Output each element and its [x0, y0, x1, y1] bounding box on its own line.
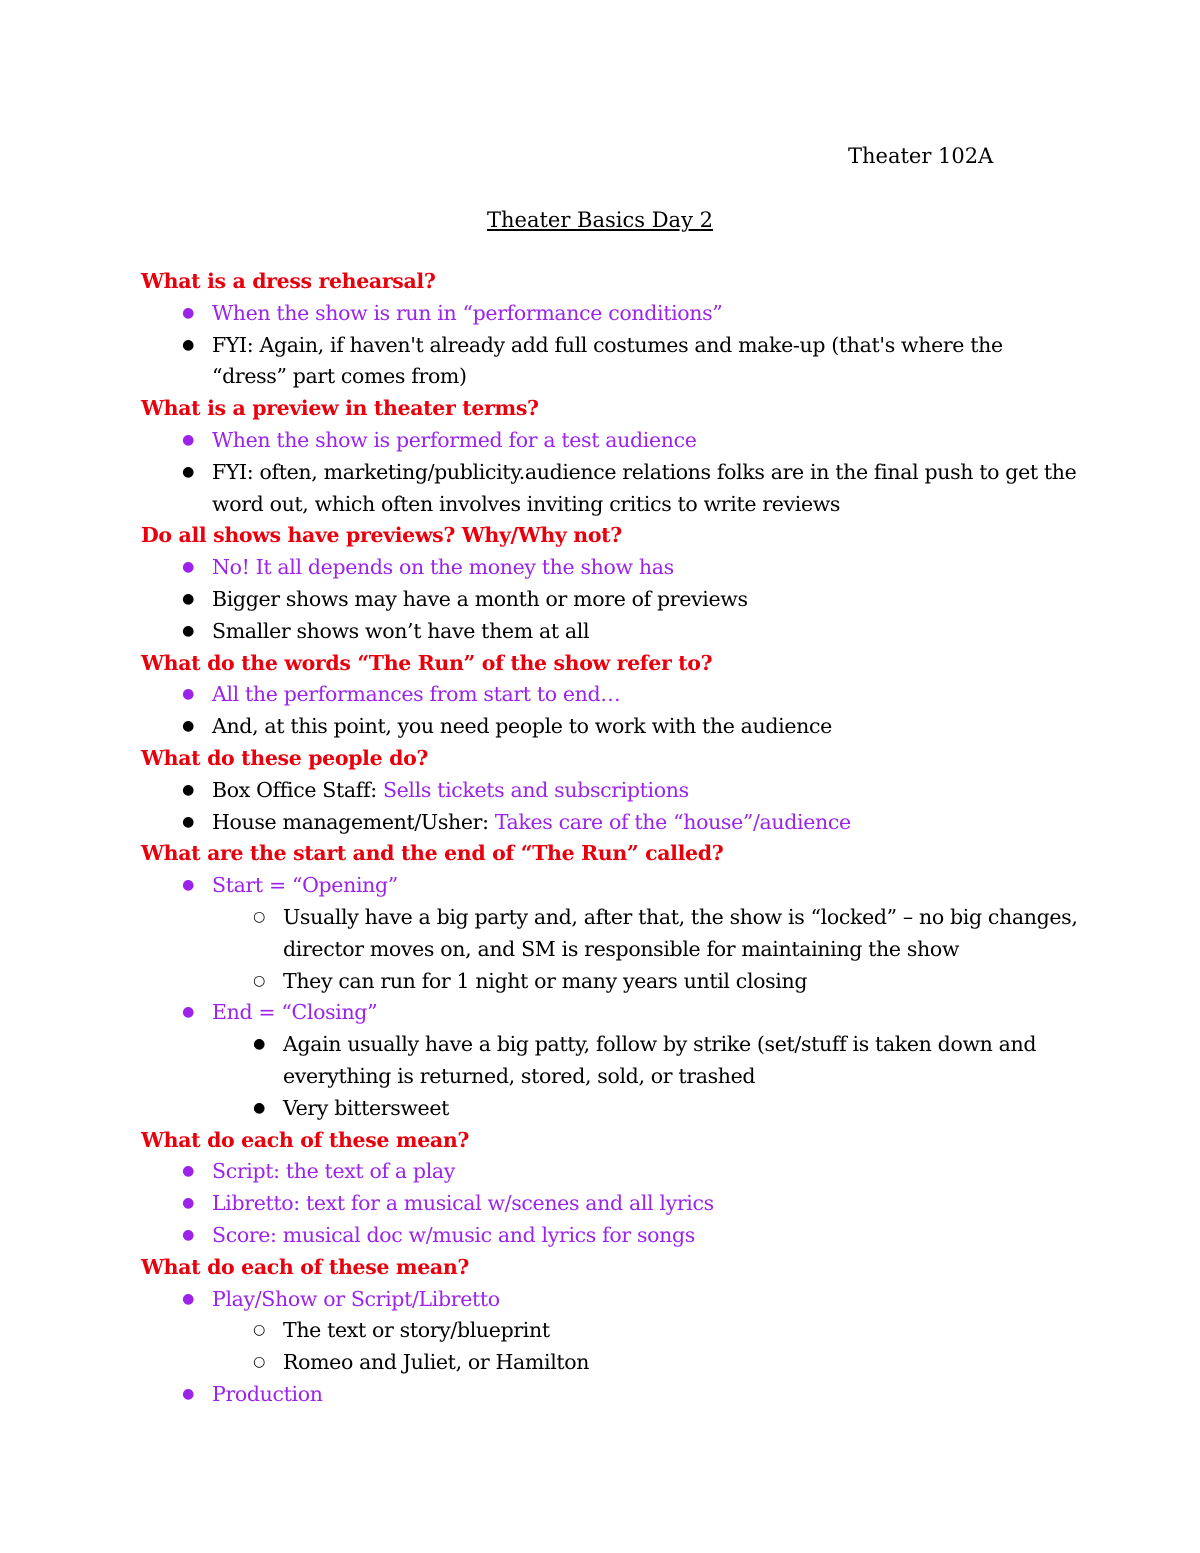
item-text: Start = “Opening”	[212, 873, 398, 898]
section-question: What is a preview in theater terms?	[141, 396, 539, 421]
list-item	[141, 1029, 1081, 1093]
section-question: What do the words “The Run” of the show refer to?	[141, 650, 713, 675]
section-question: What is a dress rehearsal?	[141, 269, 436, 293]
disc-bullet-icon: ●	[182, 336, 194, 353]
item-text: All the performances from start to end…	[212, 682, 621, 707]
course-name: Theater 102A	[848, 144, 994, 168]
list-item	[141, 711, 1081, 743]
list-item	[141, 1188, 1081, 1220]
disc-bullet-icon: ●	[182, 559, 194, 576]
disc-bullet-icon: ●	[182, 590, 194, 607]
disc-bullet-icon: ●	[182, 1004, 194, 1021]
disc-bullet-icon: ●	[182, 718, 194, 735]
item-text: Romeo and Juliet, or Hamilton	[283, 1350, 590, 1375]
section-question: What do these people do?	[141, 745, 429, 770]
circle-bullet-icon: ○	[253, 908, 265, 925]
item-text: Score: musical doc w/music and lyrics for songs	[212, 1222, 695, 1247]
item-text: When the show is performed for a test audience	[212, 427, 697, 452]
item-text: And, at this point, you need people to work with the audience	[212, 714, 832, 739]
list-item	[141, 902, 1081, 966]
list-item	[141, 457, 1081, 521]
disc-bullet-icon: ●	[182, 622, 194, 639]
item-text: Play/Show or Script/Libretto	[212, 1286, 500, 1311]
disc-bullet-icon: ●	[182, 877, 194, 894]
disc-bullet-icon: ●	[253, 1036, 265, 1053]
circle-bullet-icon: ○	[253, 1354, 265, 1371]
item-text: The text or story/blueprint	[283, 1318, 550, 1343]
item-text: Very bittersweet	[283, 1095, 450, 1120]
list-item	[141, 1315, 1081, 1347]
section-question: What do each of these mean?	[141, 1254, 470, 1279]
item-text: FYI: often, marketing/publicity.audience relations folks are in the final push to get the word out, which often involves inviting critics to write reviews	[212, 459, 1077, 516]
list-item	[141, 1156, 1081, 1188]
list-item	[141, 1379, 1081, 1411]
list-item	[141, 1284, 1081, 1316]
list-item	[141, 807, 1081, 839]
section-question: What do each of these mean?	[141, 1127, 470, 1152]
item-text: Script: the text of a play	[212, 1159, 456, 1184]
item-text: When the show is run in “performance conditions”	[212, 300, 723, 325]
disc-bullet-icon: ●	[182, 686, 194, 703]
list-item	[141, 584, 1081, 616]
list-item	[141, 1220, 1081, 1252]
section-question: Do all shows have previews? Why/Why not?	[141, 523, 622, 548]
document-title: Theater Basics Day 2	[487, 208, 713, 232]
item-text: No! It all depends on the money the show has	[212, 555, 674, 580]
disc-bullet-icon: ●	[253, 1099, 265, 1116]
item-text: Libretto: text for a musical w/scenes and all lyrics	[212, 1191, 714, 1216]
list-item	[141, 870, 1081, 902]
item-label: House management/Usher:	[212, 809, 495, 834]
item-text: Takes care of the “house”/audience	[494, 809, 851, 834]
list-item	[141, 298, 1081, 330]
disc-bullet-icon: ●	[182, 781, 194, 798]
list-item	[141, 997, 1081, 1029]
list-item	[141, 330, 1081, 394]
item-text: Bigger shows may have a month or more of previews	[212, 586, 748, 611]
disc-bullet-icon: ●	[182, 431, 194, 448]
list-item	[141, 425, 1081, 457]
list-item	[141, 616, 1081, 648]
disc-bullet-icon: ●	[182, 1163, 194, 1180]
list-item	[141, 775, 1081, 807]
notes-body	[141, 266, 1081, 1411]
item-text: Smaller shows won’t have them at all	[212, 618, 590, 643]
disc-bullet-icon: ●	[182, 463, 194, 480]
list-item	[141, 1093, 1081, 1125]
disc-bullet-icon: ●	[182, 1385, 194, 1402]
list-item	[141, 966, 1081, 998]
item-text: Again usually have a big patty, follow by strike (set/stuff is taken down and everything is returned, stored, sold, or trashed	[283, 1032, 1037, 1088]
disc-bullet-icon: ●	[182, 1290, 194, 1307]
item-text: They can run for 1 night or many years until closing	[283, 968, 808, 993]
disc-bullet-icon: ●	[182, 1195, 194, 1212]
item-text: Usually have a big party and, after that, the show is “locked” – no big changes, director moves on, and SM is responsible for maintaining the show	[283, 904, 1078, 961]
circle-bullet-icon: ○	[253, 972, 265, 989]
item-text: End = “Closing”	[212, 1000, 378, 1025]
item-label: Box Office Staff:	[212, 777, 383, 802]
disc-bullet-icon: ●	[182, 1226, 194, 1243]
section-question: What are the start and the end of “The Run” called?	[141, 841, 724, 866]
list-item	[141, 552, 1081, 584]
item-text: Sells tickets and subscriptions	[382, 777, 689, 802]
list-item	[141, 1347, 1081, 1379]
item-text: FYI: Again, if haven't already add full costumes and make-up (that's where the “dress” part comes from)	[212, 332, 1003, 389]
circle-bullet-icon: ○	[253, 1322, 265, 1339]
disc-bullet-icon: ●	[182, 813, 194, 830]
disc-bullet-icon: ●	[182, 304, 194, 321]
list-item	[141, 679, 1081, 711]
item-text: Production	[212, 1381, 323, 1406]
